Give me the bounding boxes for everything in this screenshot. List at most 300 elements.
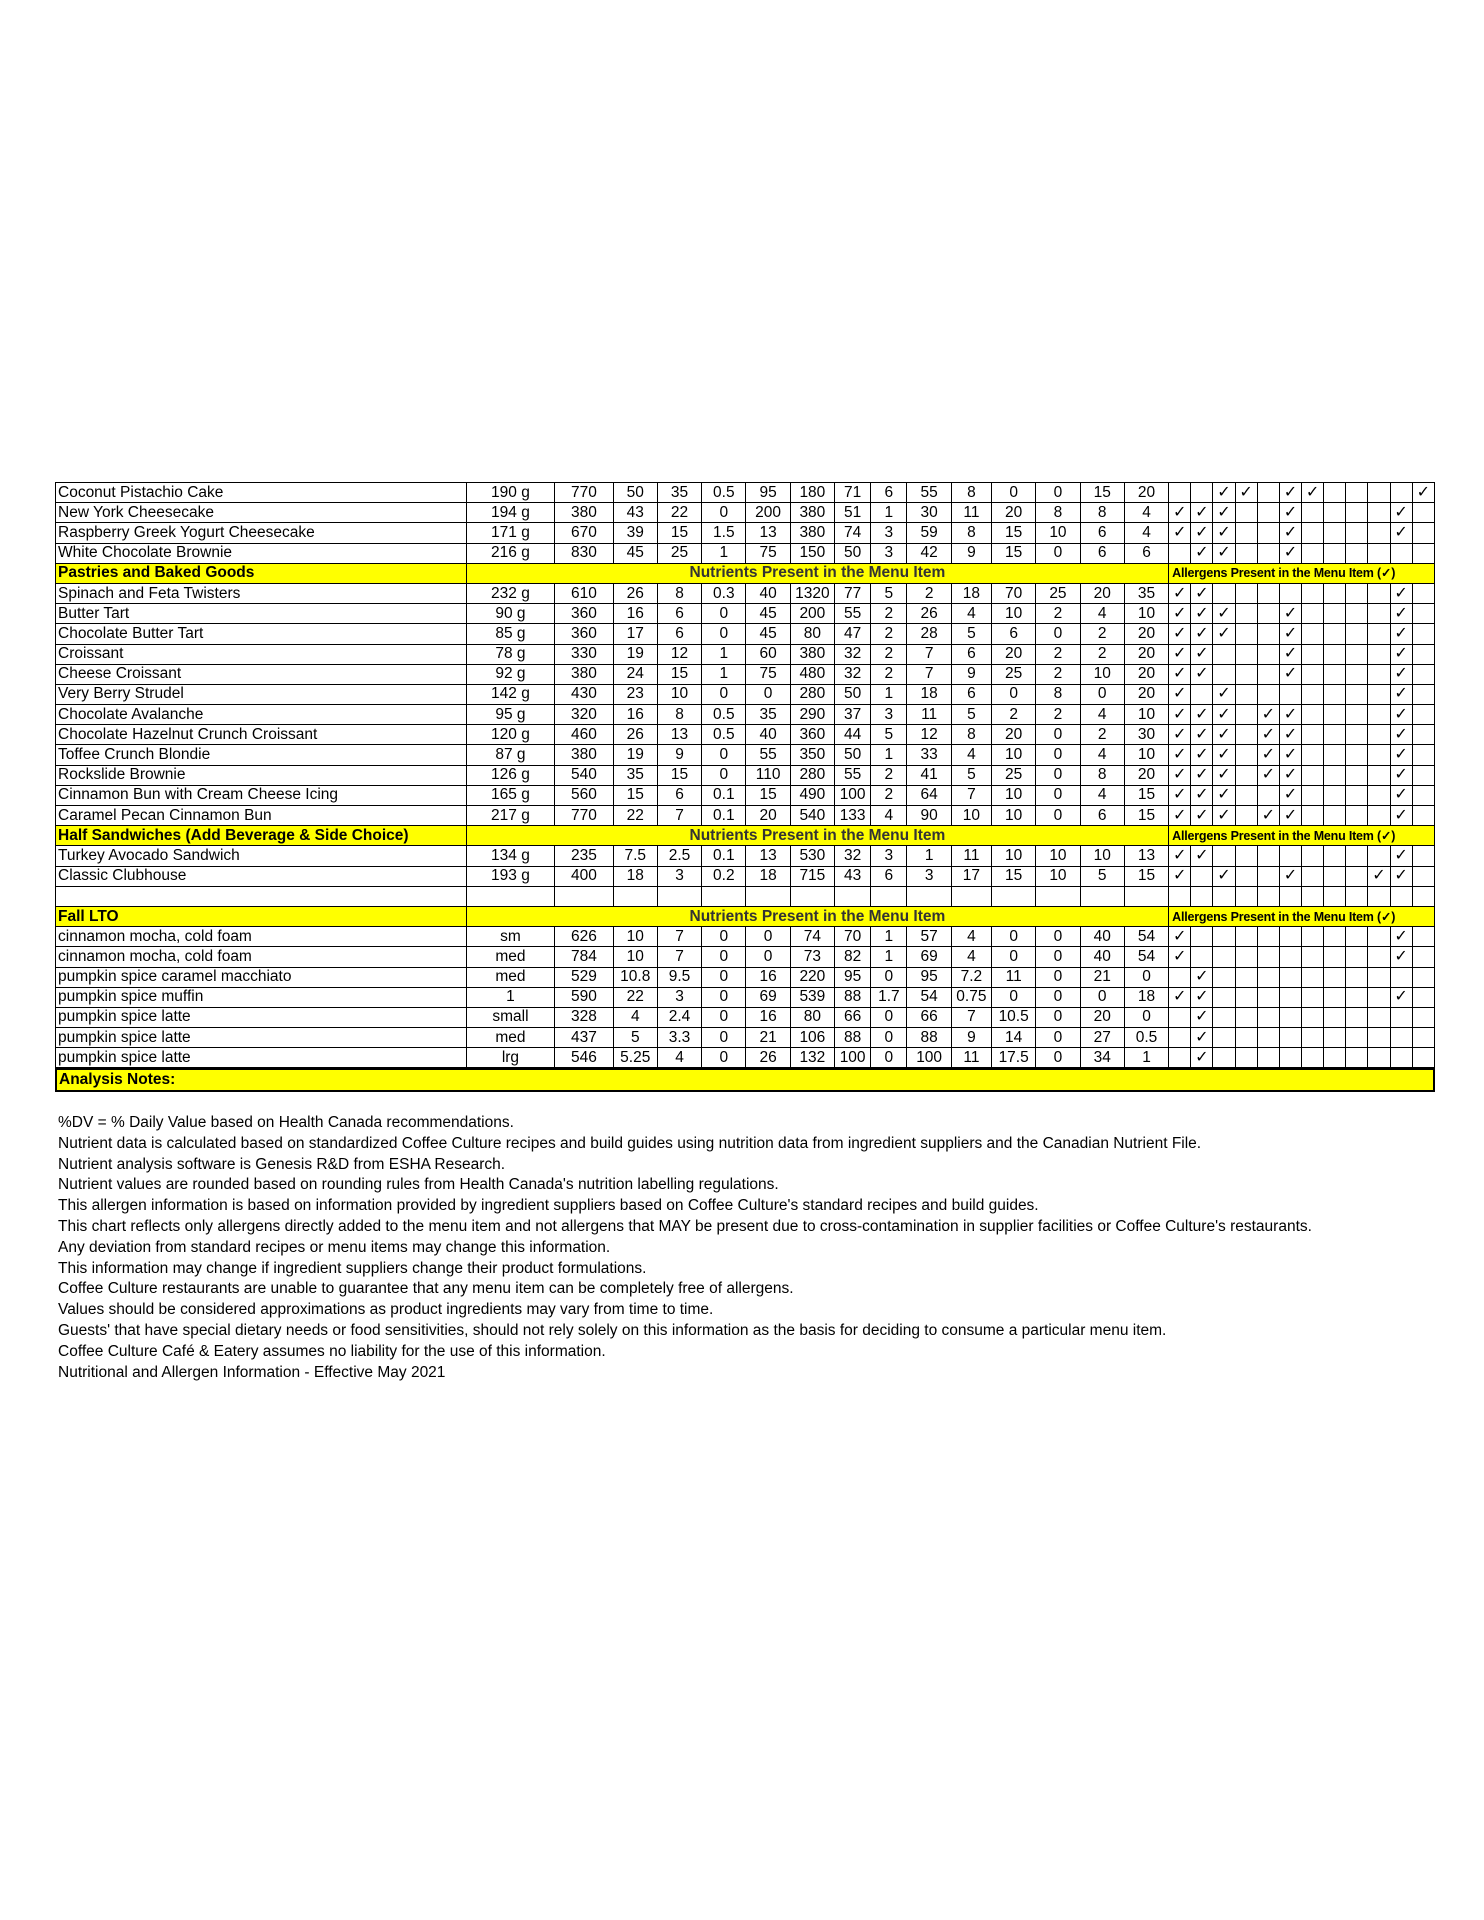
nutrient-value: 20 [1124,684,1168,704]
allergen-flag [1257,947,1279,967]
nutrient-value: 4 [1080,745,1124,765]
empty-cell [992,886,1036,906]
nutrient-value: 10 [1124,745,1168,765]
nutrient-value: 0.5 [702,483,746,503]
nutrient-value: 3 [871,705,907,725]
nutrient-value: 8 [657,705,701,725]
allergen-flag [1412,745,1434,765]
nutrient-value: 0 [1036,785,1080,805]
nutrient-value: 530 [790,846,834,866]
nutrient-value: 55 [907,483,951,503]
allergen-flag [1346,987,1368,1007]
allergen-flag [1346,664,1368,684]
nutrient-value: 12 [657,644,701,664]
item-name: Classic Clubhouse [56,866,467,886]
nutrient-value: 10.5 [992,1007,1036,1027]
nutrient-value: 2 [1080,644,1124,664]
nutrient-value: 7 [907,664,951,684]
nutrition-allergen-sheet [55,482,1435,1092]
section-header-row [56,826,1435,846]
nutrient-value: 71 [835,483,871,503]
allergen-flag [1257,846,1279,866]
allergen-flag: ✓ [1390,927,1412,947]
nutrient-value: 54 [1124,927,1168,947]
nutrient-value: 70 [835,927,871,947]
table-row [56,987,1435,1007]
allergen-flag [1257,927,1279,947]
nutrient-value: 1 [871,745,907,765]
section-header-row [56,906,1435,926]
allergen-flag [1368,1048,1390,1068]
nutrient-value: 0.2 [702,866,746,886]
allergen-flag [1301,543,1323,563]
serving-size: 90 g [466,604,555,624]
nutrient-value: 437 [555,1028,613,1048]
nutrient-value: 26 [613,583,657,603]
serving-size: 134 g [466,846,555,866]
nutrient-value: 32 [835,644,871,664]
nutrient-value: 10 [992,806,1036,826]
item-name: pumpkin spice latte [56,1028,467,1048]
allergen-flag [1235,664,1257,684]
nutrient-value: 3 [907,866,951,886]
serving-size: med [466,1028,555,1048]
allergen-flag: ✓ [1191,523,1213,543]
allergen-flag: ✓ [1213,785,1235,805]
nutrient-value: 0 [702,624,746,644]
allergen-flag [1368,684,1390,704]
allergen-flag: ✓ [1301,483,1323,503]
nutrient-value: 75 [746,664,790,684]
nutrient-value: 626 [555,927,613,947]
item-name: pumpkin spice caramel macchiato [56,967,467,987]
nutrient-value: 11 [951,1048,991,1068]
nutrient-value: 10 [1036,523,1080,543]
allergen-flag: ✓ [1213,543,1235,563]
nutrient-value: 380 [555,664,613,684]
nutrient-value: 0 [992,684,1036,704]
table-row [56,846,1435,866]
allergen-flag [1324,967,1346,987]
nutrient-value: 5 [1080,866,1124,886]
nutrient-value: 95 [835,967,871,987]
allergen-flag [1324,1028,1346,1048]
nutrient-value: 8 [1080,765,1124,785]
nutrient-value: 6 [657,785,701,805]
empty-cell [1036,886,1080,906]
item-name: Croissant [56,644,467,664]
allergen-flag [1412,987,1434,1007]
allergen-flag [1346,1028,1368,1048]
nutrient-value: 2 [1036,705,1080,725]
allergen-flag: ✓ [1257,705,1279,725]
item-name: Chocolate Avalanche [56,705,467,725]
nutrient-value: 2 [1036,604,1080,624]
nutrient-value: 19 [613,745,657,765]
nutrient-value: 13 [657,725,701,745]
nutrient-value: 430 [555,684,613,704]
nutrient-value: 10 [992,745,1036,765]
nutrient-value: 1 [1124,1048,1168,1068]
nutrient-value: 50 [835,745,871,765]
nutrient-value: 10 [657,684,701,704]
allergen-flag: ✓ [1279,604,1301,624]
nutrient-value: 69 [746,987,790,1007]
allergen-flag [1412,846,1434,866]
allergen-flag [1324,705,1346,725]
nutrient-value: 95 [907,967,951,987]
section-title: Fall LTO [56,906,467,926]
nutrient-value: 8 [951,523,991,543]
table-row [56,927,1435,947]
nutrient-value: 1 [702,644,746,664]
serving-size: lrg [466,1048,555,1068]
allergen-flag [1257,1048,1279,1068]
nutrient-value: 51 [835,503,871,523]
allergen-flag [1368,483,1390,503]
empty-cell [555,886,613,906]
allergen-flag [1368,543,1390,563]
nutrient-value: 9.5 [657,967,701,987]
allergen-flag [1346,745,1368,765]
nutrient-value: 1 [871,947,907,967]
nutrient-value: 45 [746,624,790,644]
allergen-flag: ✓ [1213,806,1235,826]
allergen-flag: ✓ [1169,624,1191,644]
nutrient-value: 80 [790,1007,834,1027]
nutrient-value: 0 [871,1028,907,1048]
nutrient-value: 20 [1080,583,1124,603]
nutrient-value: 10 [992,785,1036,805]
allergen-flag [1257,483,1279,503]
allergen-flag [1324,483,1346,503]
nutrient-value: 3.3 [657,1028,701,1048]
allergen-flag: ✓ [1213,705,1235,725]
nutrient-value: 4 [1080,785,1124,805]
allergen-flag [1235,987,1257,1007]
allergen-flag: ✓ [1213,765,1235,785]
allergen-flag [1169,1048,1191,1068]
allergen-flag [1279,987,1301,1007]
nutrient-value: 0 [1036,1028,1080,1048]
empty-cell [1124,886,1168,906]
allergen-flag [1324,523,1346,543]
allergen-flag [1324,846,1346,866]
nutrient-value: 9 [657,745,701,765]
item-name: New York Cheesecake [56,503,467,523]
nutrient-value: 26 [613,725,657,745]
nutrient-value: 26 [907,604,951,624]
note-line: Values should be considered approximations as product ingredients may vary from time to time. [58,1301,714,1319]
nutrient-value: 55 [746,745,790,765]
nutrient-value: 2 [1080,624,1124,644]
allergen-flag [1279,684,1301,704]
nutrient-value: 540 [790,806,834,826]
nutrient-value: 21 [1080,967,1124,987]
allergen-flag: ✓ [1279,765,1301,785]
analysis-notes-title: Analysis Notes: [56,1069,1434,1090]
allergen-flag [1235,765,1257,785]
allergen-flag [1324,947,1346,967]
serving-size: 190 g [466,483,555,503]
nutrient-value: 45 [613,543,657,563]
allergen-flag: ✓ [1169,927,1191,947]
allergen-flag: ✓ [1390,806,1412,826]
nutrient-value: 15 [992,543,1036,563]
allergen-flag [1412,684,1434,704]
allergen-flag [1301,503,1323,523]
nutrient-value: 41 [907,765,951,785]
serving-size: 95 g [466,705,555,725]
allergen-flag [1257,1028,1279,1048]
nutrient-value: 13 [1124,846,1168,866]
nutrient-value: 13 [746,846,790,866]
nutrient-value: 13 [746,523,790,543]
allergen-flag: ✓ [1191,987,1213,1007]
allergen-flag: ✓ [1169,503,1191,523]
nutrient-value: 546 [555,1048,613,1068]
nutrient-value: 32 [835,664,871,684]
allergen-flag [1191,684,1213,704]
nutrient-value: 2 [871,785,907,805]
allergen-flag [1412,947,1434,967]
nutrient-value: 70 [992,583,1036,603]
nutrient-value: 0 [702,503,746,523]
nutrient-value: 5 [871,583,907,603]
allergen-flag: ✓ [1191,543,1213,563]
allergen-flag [1235,543,1257,563]
nutrient-value: 15 [992,523,1036,543]
nutrient-value: 180 [790,483,834,503]
nutrient-value: 0 [746,684,790,704]
nutrient-value: 7 [951,1007,991,1027]
section-header-row [56,563,1435,583]
allergen-flag [1257,684,1279,704]
nutrient-value: 0 [1036,745,1080,765]
allergen-flag [1301,624,1323,644]
nutrient-value: 2 [992,705,1036,725]
allergen-flag [1213,1007,1235,1027]
allergen-flag [1412,543,1434,563]
allergen-flag: ✓ [1390,866,1412,886]
allergen-flag [1235,806,1257,826]
allergen-flag [1213,664,1235,684]
allergen-flag: ✓ [1279,725,1301,745]
empty-cell [1235,886,1257,906]
allergen-flag: ✓ [1390,503,1412,523]
allergen-flag: ✓ [1257,765,1279,785]
nutrient-value: 0 [1036,543,1080,563]
nutrient-value: 290 [790,705,834,725]
nutrient-value: 40 [1080,947,1124,967]
nutrient-value: 32 [835,846,871,866]
nutrient-value: 95 [746,483,790,503]
nutrient-value: 10 [1124,705,1168,725]
allergen-flag: ✓ [1191,967,1213,987]
nutrient-value: 0 [702,967,746,987]
empty-cell [1368,886,1390,906]
allergen-flag [1301,806,1323,826]
nutrient-value: 0 [871,1007,907,1027]
nutrient-value: 0 [1124,967,1168,987]
item-name: Caramel Pecan Cinnamon Bun [56,806,467,826]
nutrient-value: 21 [746,1028,790,1048]
nutrient-value: 2 [1036,644,1080,664]
nutrient-value: 11 [907,705,951,725]
nutrient-value: 15 [613,785,657,805]
table-row [56,1028,1435,1048]
allergen-flag: ✓ [1279,785,1301,805]
allergen-flag [1257,624,1279,644]
nutrient-value: 44 [835,725,871,745]
table-row [56,543,1435,563]
allergen-flag: ✓ [1390,947,1412,967]
allergen-flag [1279,1007,1301,1027]
nutrient-value: 6 [951,684,991,704]
allergen-flag [1301,523,1323,543]
allergen-flag: ✓ [1368,866,1390,886]
nutrient-value: 5 [613,1028,657,1048]
allergen-flag [1346,1007,1368,1027]
nutrient-value: 715 [790,866,834,886]
nutrient-value: 60 [746,644,790,664]
allergen-flag [1235,745,1257,765]
allergen-flag [1213,987,1235,1007]
nutrient-value: 10 [613,947,657,967]
nutrient-value: 20 [1124,624,1168,644]
nutrient-value: 55 [835,765,871,785]
nutrient-value: 380 [555,503,613,523]
nutrient-value: 0 [1036,806,1080,826]
allergen-flag [1412,765,1434,785]
nutrient-value: 59 [907,523,951,543]
nutrient-value: 43 [835,866,871,886]
allergen-flag: ✓ [1169,725,1191,745]
allergen-flag [1324,745,1346,765]
nutrient-value: 0 [702,927,746,947]
allergen-flag [1279,927,1301,947]
allergen-flag [1257,987,1279,1007]
nutrient-value: 11 [951,503,991,523]
allergen-flag: ✓ [1213,604,1235,624]
nutrient-value: 18 [951,583,991,603]
nutrient-value: 5 [871,725,907,745]
allergen-flag: ✓ [1279,624,1301,644]
nutrient-value: 328 [555,1007,613,1027]
nutrient-value: 4 [1124,503,1168,523]
nutrient-value: 150 [790,543,834,563]
nutrient-value: 10 [1080,846,1124,866]
allergen-flag [1412,664,1434,684]
allergen-flag [1301,765,1323,785]
allergen-flag [1346,1048,1368,1068]
allergen-flag: ✓ [1191,745,1213,765]
allergen-flag: ✓ [1191,1048,1213,1068]
table-row [56,503,1435,523]
nutrient-value: 10 [1036,866,1080,886]
allergen-flag [1368,927,1390,947]
note-line: Nutrient data is calculated based on standardized Coffee Culture recipes and build guides using nutrition data from ingredient suppliers and the Canadian Nutrient File. [58,1134,1202,1152]
empty-cell [907,886,951,906]
nutrient-value: 43 [613,503,657,523]
allergen-flag: ✓ [1390,664,1412,684]
allergen-flag: ✓ [1169,846,1191,866]
nutrient-value: 0 [702,1007,746,1027]
allergen-flag: ✓ [1213,684,1235,704]
allergen-flag: ✓ [1235,483,1257,503]
nutrient-value: 18 [907,684,951,704]
nutrient-value: 2 [871,664,907,684]
allergen-flag: ✓ [1279,664,1301,684]
allergen-flag [1346,705,1368,725]
item-name: Chocolate Butter Tart [56,624,467,644]
nutrient-value: 6 [951,644,991,664]
nutrient-value: 15 [657,523,701,543]
nutrient-value: 1320 [790,583,834,603]
allergen-flag [1368,967,1390,987]
allergen-flag [1346,725,1368,745]
allergen-flag [1346,543,1368,563]
allergen-flag [1368,765,1390,785]
analysis-notes [58,1113,1458,1383]
allergen-flag [1191,947,1213,967]
allergens-header: Allergens Present in the Menu Item (✓) [1169,563,1435,583]
nutrient-value: 24 [613,664,657,684]
allergen-flag [1390,1007,1412,1027]
allergen-flag [1257,543,1279,563]
nutrient-value: 74 [835,523,871,543]
allergen-flag [1279,846,1301,866]
nutrient-value: 10 [992,604,1036,624]
item-name: cinnamon mocha, cold foam [56,947,467,967]
nutrient-value: 7.5 [613,846,657,866]
nutrient-value: 6 [1080,806,1124,826]
allergen-flag [1301,967,1323,987]
empty-cell [1257,886,1279,906]
allergen-flag [1346,866,1368,886]
nutrient-value: 3 [871,523,907,543]
nutrient-value: 57 [907,927,951,947]
allergen-flag: ✓ [1191,785,1213,805]
nutrient-value: 33 [907,745,951,765]
nutrient-value: 1 [871,503,907,523]
nutrient-value: 17 [613,624,657,644]
nutrient-value: 0.1 [702,785,746,805]
allergen-flag [1324,866,1346,886]
nutrient-value: 0 [1080,684,1124,704]
nutrient-value: 35 [657,483,701,503]
nutrient-value: 0 [1036,1048,1080,1068]
nutrient-value: 10 [992,846,1036,866]
nutrient-value: 14 [992,1028,1036,1048]
nutrient-value: 490 [790,785,834,805]
allergen-flag: ✓ [1390,604,1412,624]
allergen-flag: ✓ [1257,745,1279,765]
table-row [56,806,1435,826]
nutrient-value: 2 [871,765,907,785]
allergen-flag [1235,967,1257,987]
serving-size: 120 g [466,725,555,745]
serving-size: 193 g [466,866,555,886]
nutrition-table [55,482,1435,1068]
empty-cell [1279,886,1301,906]
allergen-flag: ✓ [1169,745,1191,765]
nutrient-value: 0 [1124,1007,1168,1027]
nutrient-value: 480 [790,664,834,684]
allergen-flag: ✓ [1390,624,1412,644]
nutrient-value: 7 [657,947,701,967]
allergen-flag [1235,644,1257,664]
